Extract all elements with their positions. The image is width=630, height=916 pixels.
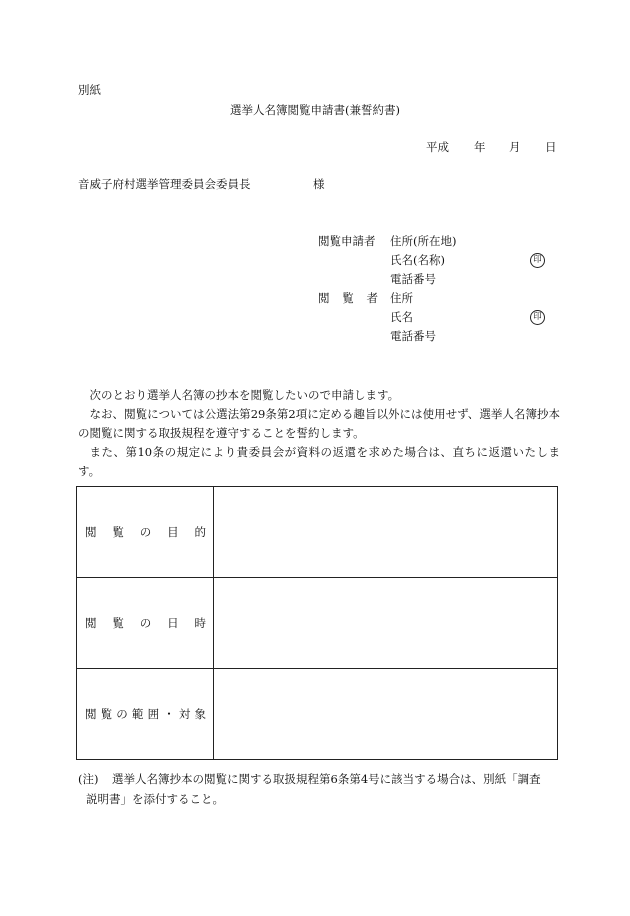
- row-label-purpose: [77, 487, 214, 578]
- footnote: [78, 769, 560, 809]
- label-char: 目: [167, 525, 179, 539]
- label-char: の: [139, 616, 152, 630]
- viewer-label-char: 者: [366, 291, 378, 305]
- body-paragraph: 次のとおり選挙人名簿の抄本を閲覧したいので申請します。: [89, 388, 400, 402]
- date-day-unit: 日: [545, 140, 557, 154]
- body-paragraph: なお、閲覧については公選法第29条第2項に定める趣旨以外には使用せず、選挙人名簿抄本の閲覧に関する取扱規程を遵守することを誓約します。: [78, 407, 560, 440]
- label-char: の: [139, 525, 152, 539]
- row-label-datetime: [77, 578, 214, 669]
- footnote-text: 説明書」を添付すること。: [86, 792, 224, 806]
- date-era: 平成: [426, 140, 449, 154]
- label-char: 日: [167, 616, 179, 630]
- addressee-honorific: 様: [313, 177, 325, 191]
- body-paragraph: また、第10条の規定により貴委員会が資料の返還を求めた場合は、直ちに返還いたします。: [78, 445, 560, 478]
- label-char: 的: [194, 525, 206, 539]
- label-char: 範: [131, 707, 144, 721]
- label-char: 囲: [147, 707, 160, 721]
- label-char: 覧: [100, 707, 113, 721]
- label-char: 閲: [85, 525, 97, 539]
- applicant-address-label: 住所(所在地): [390, 234, 457, 248]
- viewer-address-label: 住所: [390, 291, 413, 305]
- seal-mark: 印: [530, 253, 545, 268]
- datetime-input-cell[interactable]: [214, 578, 558, 669]
- purpose-input-cell[interactable]: [214, 487, 558, 578]
- label-char: 閲: [85, 707, 97, 721]
- label-char: の: [116, 707, 128, 721]
- table-row: [77, 669, 558, 760]
- addressee-name: 音威子府村選挙管理委員会委員長: [78, 177, 251, 191]
- inspection-details-table: [76, 486, 558, 760]
- viewer-label: [318, 293, 378, 305]
- table-row: [77, 578, 558, 669]
- label-char: 閲: [85, 616, 97, 630]
- scope-input-cell[interactable]: [214, 669, 558, 760]
- label-char: ・: [163, 707, 175, 721]
- seal-mark: 印: [530, 310, 545, 325]
- viewer-label-char: 覧: [342, 291, 354, 305]
- label-char: 覧: [112, 525, 124, 539]
- body-text: [78, 386, 560, 481]
- footnote-line: [78, 769, 560, 789]
- viewer-name-label: 氏名: [390, 310, 413, 324]
- label-char: 覧: [112, 616, 124, 630]
- applicant-label: 閲覧申請者: [318, 234, 376, 248]
- label-char: 時: [194, 616, 206, 630]
- applicant-phone-label: 電話番号: [390, 272, 436, 286]
- footnote-line: [78, 789, 560, 809]
- row-label-scope: [77, 669, 214, 760]
- date-year-unit: 年: [474, 140, 486, 154]
- date-month-unit: 月: [509, 140, 521, 154]
- document-title: 選挙人名簿閲覧申請書(兼誓約書): [230, 103, 400, 117]
- attachment-label: 別紙: [78, 83, 101, 97]
- applicant-name-label: 氏名(名称): [390, 253, 445, 267]
- label-char: 対: [178, 707, 191, 721]
- footnote-text: 選挙人名簿抄本の閲覧に関する取扱規程第6条第4号に該当する場合は、別紙「調査: [112, 772, 541, 786]
- label-char: 象: [194, 707, 206, 721]
- table-row: [77, 487, 558, 578]
- viewer-label-char: 閲: [318, 291, 330, 305]
- footnote-head: (注): [78, 772, 99, 786]
- viewer-phone-label: 電話番号: [390, 329, 436, 343]
